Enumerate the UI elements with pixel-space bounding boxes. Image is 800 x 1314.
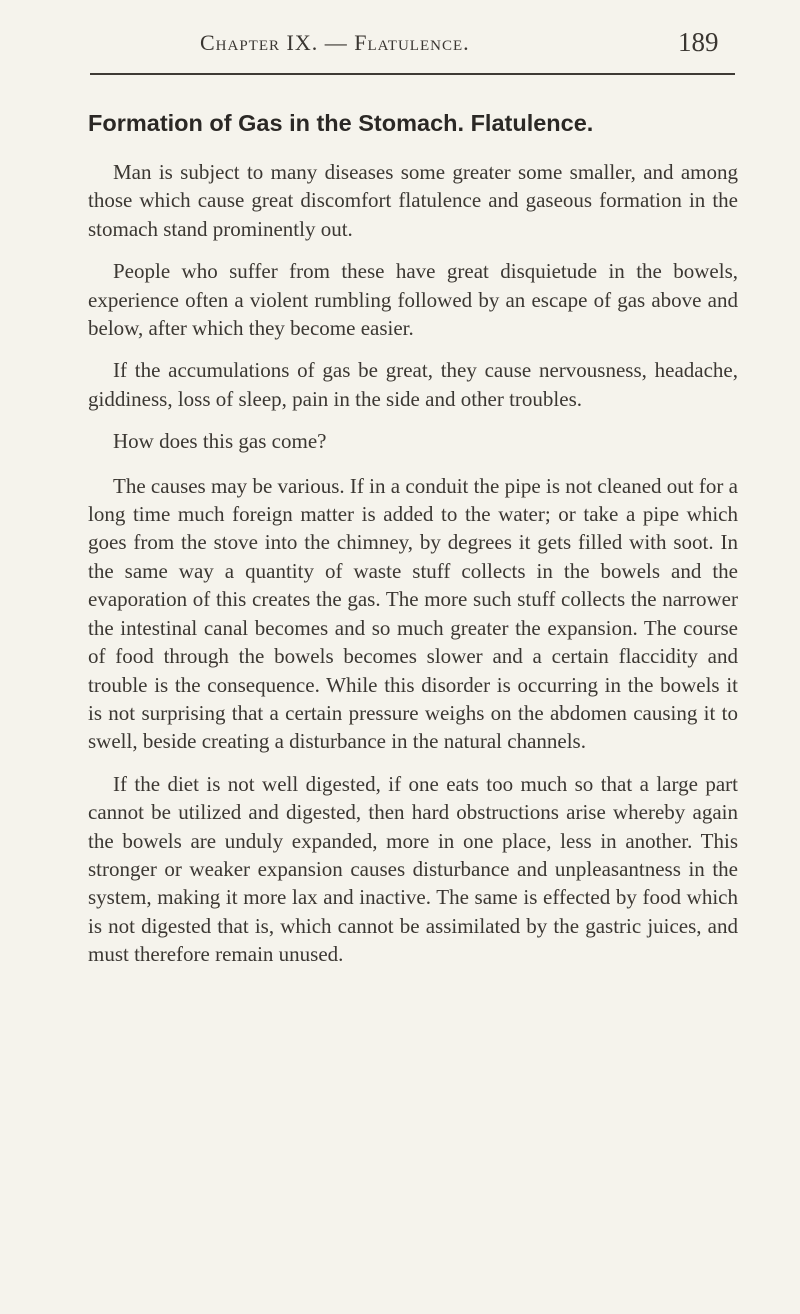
body-text xyxy=(88,158,738,983)
running-head: Chapter IX. — Flatulence. xyxy=(200,30,470,55)
page-number: 189 xyxy=(678,27,719,57)
header-rule xyxy=(90,73,735,75)
paragraph: Man is subject to many diseases some greater some smaller, and among those which cause great discomfort flatulence and gaseous formation in the stomach stand prominently out. xyxy=(88,160,738,241)
paragraph: People who suffer from these have great disquietude in the bowels, experience often a violent rumbling followed by an escape of gas above and below, after which they become easier. xyxy=(88,259,738,341)
paragraph: If the diet is not well digested, if one eats too much so that a large part cannot be utilized and digested, then hard obstructions arise whereby again the bowels are unduly expanded, more in one place, less in another. This stronger or weaker expansion causes disturbance and unpleasantness in the system, making it more lax and inactive. The same is effected by food which is not digested that is, which cannot be assimilated by the gastric juices, and must therefore remain unused. xyxy=(88,771,738,967)
paragraph: The causes may be various. If in a conduit the pipe is not cleaned out for a long time much foreign matter is added to the water; or take a pipe which goes from the stove into the chimney, by degrees it gets filled with soot. In the same way a quantity of waste stuff collects in the bowels and the evaporation of this creates the gas. The more such stuff collects the narrower the intestinal canal becomes and so much greater the expansion. The course of food through the bowels becomes slower and a certain flaccidity and trouble is the consequence. While this disorder is occurring in the bowels it is not surprising that a certain pressure weighs on the abdomen causing it to swell, beside creating a disturbance in the natural channels. xyxy=(88,473,738,754)
paragraph: If the accumulations of gas be great, they cause nervousness, headache, giddiness, loss of sleep, pain in the side and other troubles. xyxy=(88,358,738,411)
section-heading: Formation of Gas in the Stomach. Flatulence. xyxy=(88,110,594,136)
paragraph: How does this gas come? xyxy=(113,429,327,454)
